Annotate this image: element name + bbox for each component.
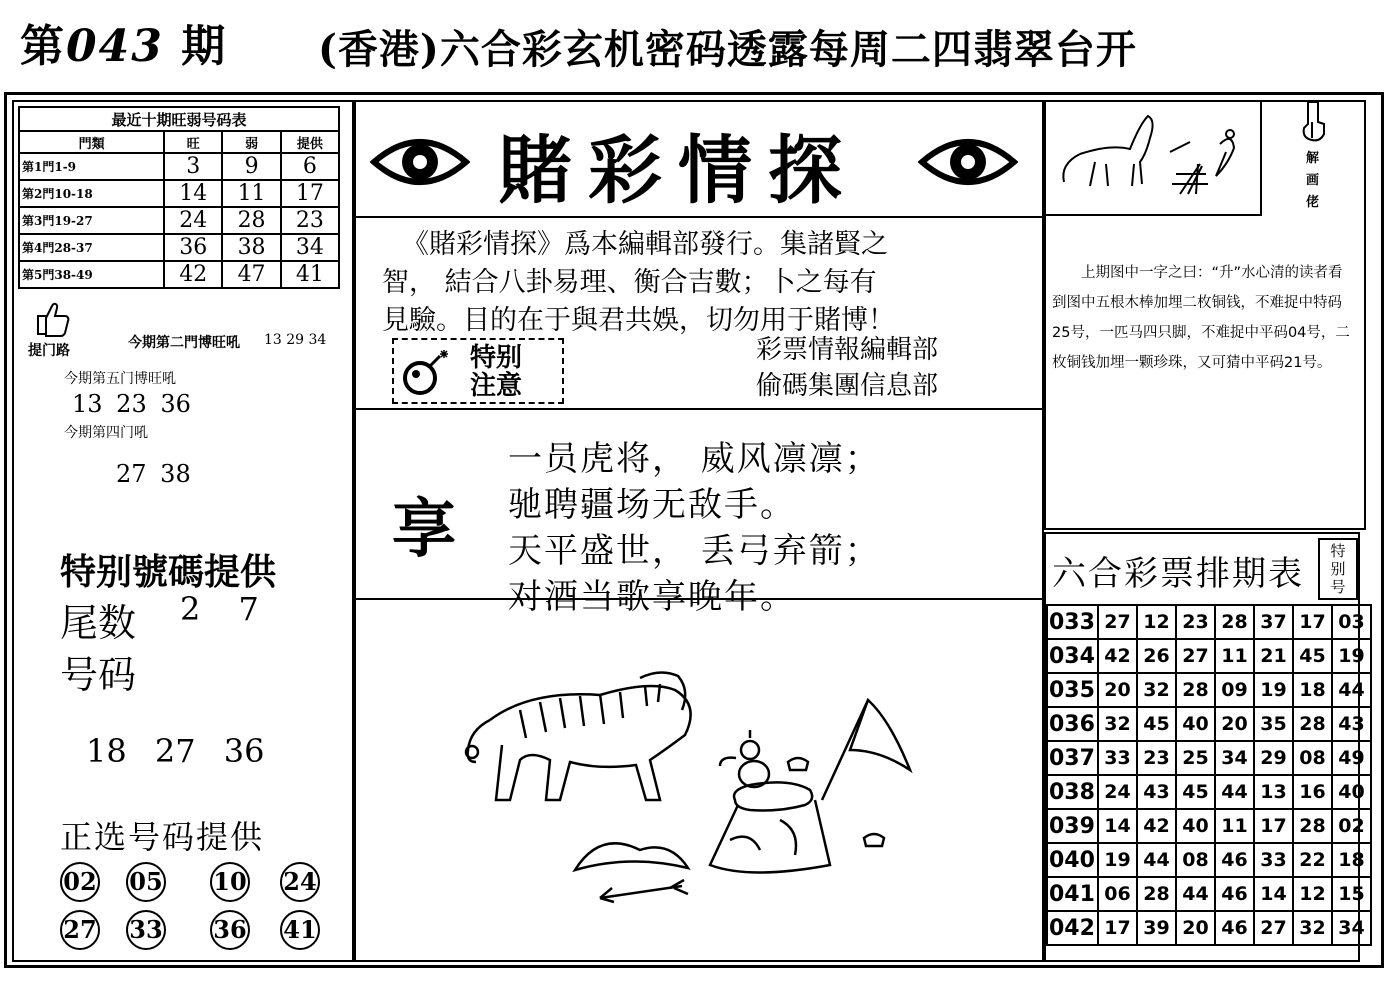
schedule-number: 35 (1254, 707, 1293, 741)
selection-heading: 正选号码提供 (60, 818, 265, 856)
schedule-number: 12 (1137, 605, 1176, 639)
schedule-issue: 035 (1047, 673, 1098, 707)
notice-line: 特别 (470, 343, 523, 373)
schedule-issue: 037 (1047, 741, 1098, 775)
issue-suffix: 期 (181, 21, 228, 72)
table-row: 第2門10-18 14 11 17 (19, 180, 339, 207)
schedule-title: 六合彩票排期表 (1052, 554, 1304, 594)
divider (354, 408, 1044, 410)
schedule-number: 37 (1254, 605, 1293, 639)
eye-icon (370, 130, 470, 194)
door5-label: 今期第五门博旺吼 (64, 371, 176, 387)
schedule-number: 14 (1098, 809, 1137, 843)
pointing-hand-icon (1298, 100, 1328, 142)
door4-label: 今期第四门吼 (64, 425, 148, 441)
poem-line: 对酒当歌享晚年。 (508, 577, 796, 617)
tiger-illustration (450, 650, 920, 910)
schedule-number: 13 (1254, 775, 1293, 809)
door4-numbers: 27 38 (116, 460, 191, 488)
table-row (1047, 809, 1371, 843)
selection-number: 05 (126, 862, 166, 902)
table-row (1047, 707, 1371, 741)
riddle-side-label: 解画佬 (1306, 151, 1320, 210)
table-row: 第5門38-49 42 47 41 (19, 261, 339, 288)
schedule-number: 18 (1293, 673, 1332, 707)
tail-label: 尾数 (60, 601, 137, 645)
hint-label: 提门路 (28, 343, 70, 359)
table-row (1047, 605, 1371, 639)
schedule-number: 20 (1176, 911, 1215, 945)
poem-line: 一员虎将， 威风凛凛； (508, 439, 881, 479)
table-header: 旺 (164, 131, 222, 153)
table-header: 門類 (19, 131, 164, 153)
schedule-number: 11 (1215, 639, 1254, 673)
schedule-number: 26 (1137, 639, 1176, 673)
schedule-issue: 041 (1047, 877, 1098, 911)
schedule-number: 20 (1215, 707, 1254, 741)
schedule-special-number: 43 (1332, 707, 1371, 741)
schedule-number: 12 (1293, 877, 1332, 911)
schedule-number: 19 (1098, 843, 1137, 877)
schedule-number: 06 (1098, 877, 1137, 911)
schedule-number: 17 (1293, 605, 1332, 639)
schedule-number: 43 (1137, 775, 1176, 809)
tail-values: 2 7 (180, 590, 259, 628)
poem-line: 驰聘疆场无敌手。 (508, 485, 796, 525)
selection-number: 36 (210, 910, 250, 950)
special-number-label: 特别号 (1330, 542, 1346, 596)
thumbs-up-icon (30, 298, 70, 338)
schedule-issue: 036 (1047, 707, 1098, 741)
department-name: 彩票情報編輯部 (756, 335, 939, 365)
table-row (1047, 877, 1371, 911)
schedule-number: 20 (1098, 673, 1137, 707)
schedule-number: 40 (1176, 707, 1215, 741)
schedule-number: 24 (1098, 775, 1137, 809)
schedule-special-number: 49 (1332, 741, 1371, 775)
code-values: 18 27 36 (86, 732, 265, 770)
schedule-issue: 042 (1047, 911, 1098, 945)
schedule-number: 45 (1176, 775, 1215, 809)
table-header: 弱 (222, 131, 280, 153)
schedule-table (1046, 604, 1372, 946)
door5-numbers: 13 23 36 (72, 390, 191, 418)
schedule-number: 25 (1176, 741, 1215, 775)
schedule-number: 27 (1098, 605, 1137, 639)
schedule-number: 28 (1176, 673, 1215, 707)
schedule-number: 32 (1098, 707, 1137, 741)
code-label: 号码 (60, 653, 137, 697)
schedule-number: 28 (1215, 605, 1254, 639)
notice-label (470, 344, 522, 400)
schedule-number: 44 (1137, 843, 1176, 877)
schedule-number: 39 (1137, 911, 1176, 945)
special-heading: 特别號碼提供 (60, 552, 277, 593)
intro-text (382, 226, 1032, 340)
schedule-number: 23 (1176, 605, 1215, 639)
table-row: 第3門19-27 24 28 23 (19, 207, 339, 234)
bomb-icon (398, 348, 460, 398)
schedule-number: 44 (1176, 877, 1215, 911)
table-row: 第4門28-37 36 38 34 (19, 234, 339, 261)
selection-number: 24 (280, 862, 320, 902)
table-row (1047, 639, 1371, 673)
schedule-special-number: 44 (1332, 673, 1371, 707)
selection-number: 27 (60, 910, 100, 950)
schedule-special-number: 18 (1332, 843, 1371, 877)
selection-number: 41 (280, 910, 320, 950)
schedule-number: 22 (1293, 843, 1332, 877)
selection-number: 33 (126, 910, 166, 950)
schedule-number: 46 (1215, 911, 1254, 945)
schedule-number: 32 (1293, 911, 1332, 945)
door2-label: 今期第二門博旺吼 (128, 335, 240, 351)
issue-value: 043 (66, 21, 164, 72)
schedule-number: 21 (1254, 639, 1293, 673)
schedule-number: 08 (1176, 843, 1215, 877)
table-row (1047, 775, 1371, 809)
schedule-number: 27 (1176, 639, 1215, 673)
schedule-issue: 038 (1047, 775, 1098, 809)
issue-prefix: 第 (20, 21, 66, 72)
schedule-number: 08 (1293, 741, 1332, 775)
department-block (756, 332, 938, 404)
schedule-number: 17 (1254, 809, 1293, 843)
intro-line: 《賭彩情探》爲本編輯部發行。集諸賢之 (402, 229, 888, 260)
table-row (1047, 911, 1371, 945)
schedule-number: 45 (1293, 639, 1332, 673)
schedule-special-number: 19 (1332, 639, 1371, 673)
schedule-number: 27 (1254, 911, 1293, 945)
schedule-number: 28 (1137, 877, 1176, 911)
schedule-special-number: 03 (1332, 605, 1371, 639)
page-title: (香港)六合彩玄机密码透露每周二四翡翠台开 (318, 26, 1137, 73)
schedule-issue: 039 (1047, 809, 1098, 843)
schedule-issue: 033 (1047, 605, 1098, 639)
department-name: 偷碼集團信息部 (756, 371, 939, 401)
door2-numbers: 13 29 34 (264, 332, 327, 348)
schedule-number: 42 (1137, 809, 1176, 843)
table-row (1047, 843, 1371, 877)
poem-line: 天平盛世， 丢弓弃箭； (508, 531, 881, 571)
schedule-number: 34 (1215, 741, 1254, 775)
schedule-number: 33 (1098, 741, 1137, 775)
notice-line: 注意 (470, 371, 523, 401)
table-row (1047, 673, 1371, 707)
schedule-number: 44 (1215, 775, 1254, 809)
intro-line: 見驗。目的在于與君共娛，切勿用于賭博！ (382, 305, 895, 336)
schedule-number: 16 (1293, 775, 1332, 809)
schedule-number: 32 (1137, 673, 1176, 707)
schedule-number: 11 (1215, 809, 1254, 843)
intro-line: 智， 結合八卦易理、衡合吉數；卜之每有 (382, 267, 877, 298)
poem-key-char: 享 (392, 492, 456, 567)
schedule-number: 23 (1137, 741, 1176, 775)
riddle-text: 上期图中一字之曰：“升”水心清的读者看到图中五根木棒加埋二枚铜钱，不难捉中特码25号，一匹马四只脚，不难捉中平码04号，二枚铜钱加埋一颗珍珠，又可猜中平码21号。 (1052, 265, 1350, 371)
schedule-special-number: 34 (1332, 911, 1371, 945)
schedule-issue: 040 (1047, 843, 1098, 877)
table-caption: 最近十期旺弱号码表 (19, 107, 339, 131)
schedule-number: 19 (1254, 673, 1293, 707)
eye-icon (918, 130, 1018, 194)
recent-ten-table (18, 106, 340, 289)
brand-title: 賭彩情探 (498, 128, 858, 214)
selection-number: 02 (60, 862, 100, 902)
schedule-issue: 034 (1047, 639, 1098, 673)
table-row: 第1門1-9 3 9 6 (19, 153, 339, 180)
selection-number: 10 (210, 862, 250, 902)
horse-illustration (1050, 104, 1260, 212)
table-row (1047, 741, 1371, 775)
schedule-number: 28 (1293, 809, 1332, 843)
schedule-number: 33 (1254, 843, 1293, 877)
schedule-number: 17 (1098, 911, 1137, 945)
schedule-number: 28 (1293, 707, 1332, 741)
schedule-number: 29 (1254, 741, 1293, 775)
issue-number (20, 10, 227, 74)
schedule-special-number: 02 (1332, 809, 1371, 843)
schedule-number: 42 (1098, 639, 1137, 673)
schedule-special-number: 40 (1332, 775, 1371, 809)
schedule-number: 45 (1137, 707, 1176, 741)
schedule-number: 09 (1215, 673, 1254, 707)
schedule-number: 46 (1215, 877, 1254, 911)
schedule-number: 14 (1254, 877, 1293, 911)
schedule-special-number: 15 (1332, 877, 1371, 911)
schedule-number: 46 (1215, 843, 1254, 877)
schedule-number: 40 (1176, 809, 1215, 843)
poem (508, 436, 881, 620)
table-header: 提供 (281, 131, 339, 153)
